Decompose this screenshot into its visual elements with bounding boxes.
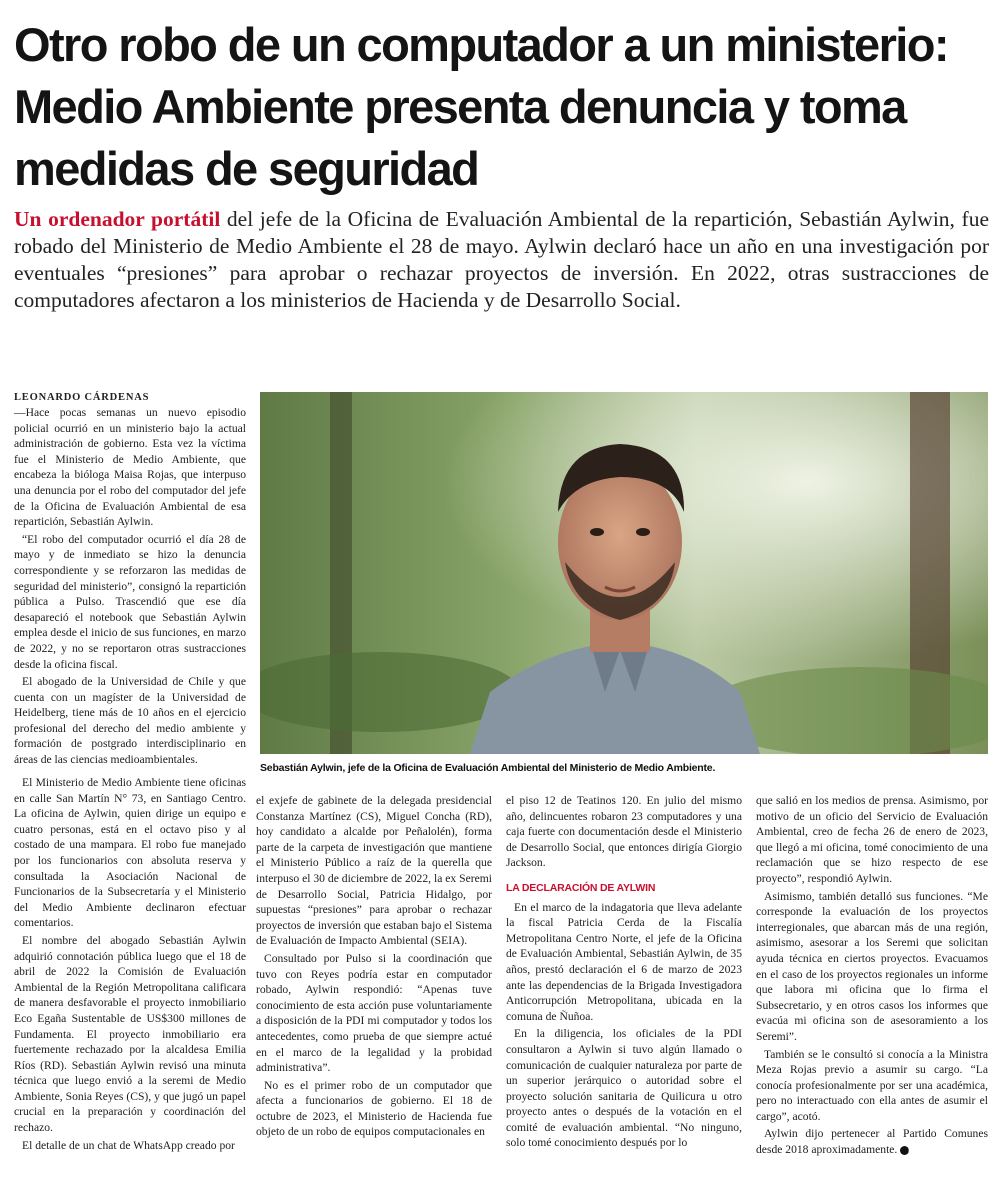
paragraph: El detalle de un chat de WhatsApp creado por (22, 1138, 235, 1152)
paragraph: el exjefe de gabinete de la delegada presidencial Constanza Martínez (CS), Miguel Concha (RD), hoy candidato a alcalde por Peñalolén), forma parte de la carpeta de investigación que mantiene el Ministerio Público a raíz de la querella que interpuso el 30 de diciembre de 2022, la ex Seremi de Desarrollo Social, Patricia Hidalgo, por supuestas “presiones” para aprobar o rechazar proyectos de inversión que estaban bajo el Sistema de Evaluación de Impacto Ambiental (SEIA). (256, 794, 492, 948)
deck-text: del jefe de la Oficina de Evaluación Ambiental de la repartición, Sebastián Aylwin, fue robado del Ministerio de Medio Ambiente el 28 de mayo. Aylwin declaró hace un año en una investigación por eventuales “presiones” para aprobar o rechazar proyectos de inversión. En 2022, otras sustracciones de computadores afectaron a los ministerios de Hacienda y de Desarrollo Social. (14, 207, 989, 312)
column-4 (756, 793, 988, 1160)
paragraph: También se le consultó si conocía a la Ministra Meza Rojas previo a asumir su cargo. “La conocía profesionalmente por ser una académica, pero no interactuado con ella antes de asumir el cargo”, acotó. (756, 1047, 988, 1123)
paragraph: “El robo del computador ocurrió el día 28 de mayo y de inmediato se hizo la denuncia correspondiente y se reforzaron las medidas de seguridad del ministerio”, consignó la repartición pública a Pulso. Trascendió que ese día desapareció el notebook que Sebastián Aylwin emplea desde el inicio de sus funciones, en marzo de 2022, y no se reportaron otras sustracciones desde la oficina fiscal. (14, 532, 246, 671)
paragraph: El Ministerio de Medio Ambiente tiene oficinas en calle San Martín N° 73, en Santiago Centro. La oficina de Aylwin, quien dirige un equipo e cuatro personas, está en el octavo piso y al costado de una mampara. El robo fue manejado por los funcionarios con absoluta reserva y consultada la Asociación Nacional de Funcionarios de la Subsecretaría y el Ministerio del Medio Ambiente declinaron efectuar comentarios. (14, 776, 246, 930)
portrait-photo-illustration (260, 392, 988, 754)
deck (14, 206, 989, 314)
paragraph (756, 1126, 988, 1157)
paragraph: —Hace pocas semanas un nuevo episodio policial ocurrió en un ministerio bajo la actual administración de gobierno. Esta vez la víctima fue el Ministerio de Medio Ambiente, que encabeza la bióloga Maisa Rojas, que interpuso una denuncia por el robo del computador del jefe de la Oficina de Evaluación Ambiental de esa repartición, Sebastián Aylwin. (14, 406, 246, 529)
column-2 (256, 793, 492, 1142)
paragraph: En el marco de la indagatoria que lleva adelante la fiscal Patricia Cerda de la Fiscalía Metropolitana Centro Norte, el jefe de la Oficina de Evaluación Ambiental, Sebastián Aylwin, de 35 años, prestó declaración el 6 de marzo de 2023 ante las dependencias de la Brigada Investigadora Anticorrupción Metropolitana, ubicada en la comuna de Ñuñoa. (506, 900, 742, 1023)
paragraph: En la diligencia, los oficiales de la PDI consultaron a Aylwin si tuvo algún llamado o comunicación de cualquier naturaleza por parte de un superior jerárquico o autoridad sobre el proyecto solución sanitaria de Quilicura u otro proyecto antes o después de la votación en el comité de evaluación ambiental. “No ninguno, solo tomé conocimiento después por lo (506, 1027, 742, 1150)
photo-caption: Sebastián Aylwin, jefe de la Oficina de Evaluación Ambiental del Ministerio de Medio Ambiente. (260, 762, 716, 774)
column-3 (506, 793, 742, 1153)
column-1-top (14, 405, 246, 770)
byline: LEONARDO CÁRDENAS (14, 392, 150, 403)
paragraph: Consultado por Pulso si la coordinación que tuvo con Reyes podría estar en computador robado, Aylwin respondió: “Apenas tuve conocimiento de esta acción puse voluntariamente a disposición de la PDI mi computador y todos los antecedentes, como prueba de que siempre actué en el marco de la legalidad y la probidad administrativa”. (256, 951, 492, 1075)
paragraph: No es el primer robo de un computador que afecta a funcionarios de gobierno. El 18 de octubre de 2023, el Ministerio de Hacienda fue objeto de un robo de equipos computacionales en (256, 1078, 492, 1139)
deck-lead: Un ordenador portátil (14, 207, 221, 231)
column-1-bottom (14, 775, 246, 1155)
paragraph: El abogado de la Universidad de Chile y que cuenta con un magíster de la Universidad de Heidelberg, tiene más de 10 años en el ejercicio profesional del derecho del medio ambiente y formación de postgrado interdisciplinario en áreas de las ciencias medioambientales. (14, 675, 246, 767)
end-of-article-icon: P (900, 1146, 909, 1155)
paragraph: el piso 12 de Teatinos 120. En julio del mismo año, delincuentes robaron 23 computadores y una caja fuerte con documentación desde el Ministerio de Desarrollo Social, que entonces dirigía Giorgio Jackson. (506, 794, 742, 870)
paragraph: Asimismo, también detalló sus funciones. “Me corresponde la evaluación de los proyectos interregionales, que abarcan más de una región, asimismo, asesorar a los Seremi que solicitan ayuda técnica en ciertos proyectos. Evacuamos en el caso de los proyectos regionales un informe que labora mi oficina que lo firma el Subsecretario, y en otros casos los informes que evacúa mi oficina son de asesoramiento a los Seremi”. (756, 889, 988, 1043)
headline: Otro robo de un computador a un ministerio: Medio Ambiente presenta denuncia y toma medidas de seguridad (14, 18, 948, 195)
closing-text: Aylwin dijo pertenecer al Partido Comunes desde 2018 aproximadamente. (756, 1127, 988, 1157)
paragraph: que salió en los medios de prensa. Asimismo, por motivo de un oficio del Servicio de Evaluación Ambiental, creo de fecha 26 de enero de 2023, que llegó a mi oficina, tomé conocimiento de una reclamación que se hizo respecto de ese proyecto”, respondió Aylwin. (756, 794, 988, 885)
article-photo (260, 392, 988, 754)
paragraph: El nombre del abogado Sebastián Aylwin adquirió connotación pública luego que el 18 de abril de 2022 la Comisión de Evaluación Ambiental de la Región Metropolitana calificara de manera desfavorable el proyecto inmobiliario Eco Egaña Sustentable de US$300 millones de Fundamenta. El proyecto inmobiliario era fuertemente rechazado por la alcaldesa Emilia Ríos (RD). Sebastián Aylwin revisó una minuta técnica que luego envió a la seremi de Medio Ambiente, Sonia Reyes (CS), y que jugó un papel crucial en la preparación y coordinación del rechazo. (14, 933, 246, 1135)
section-subhead: LA DECLARACIÓN DE AYLWIN (506, 881, 656, 894)
